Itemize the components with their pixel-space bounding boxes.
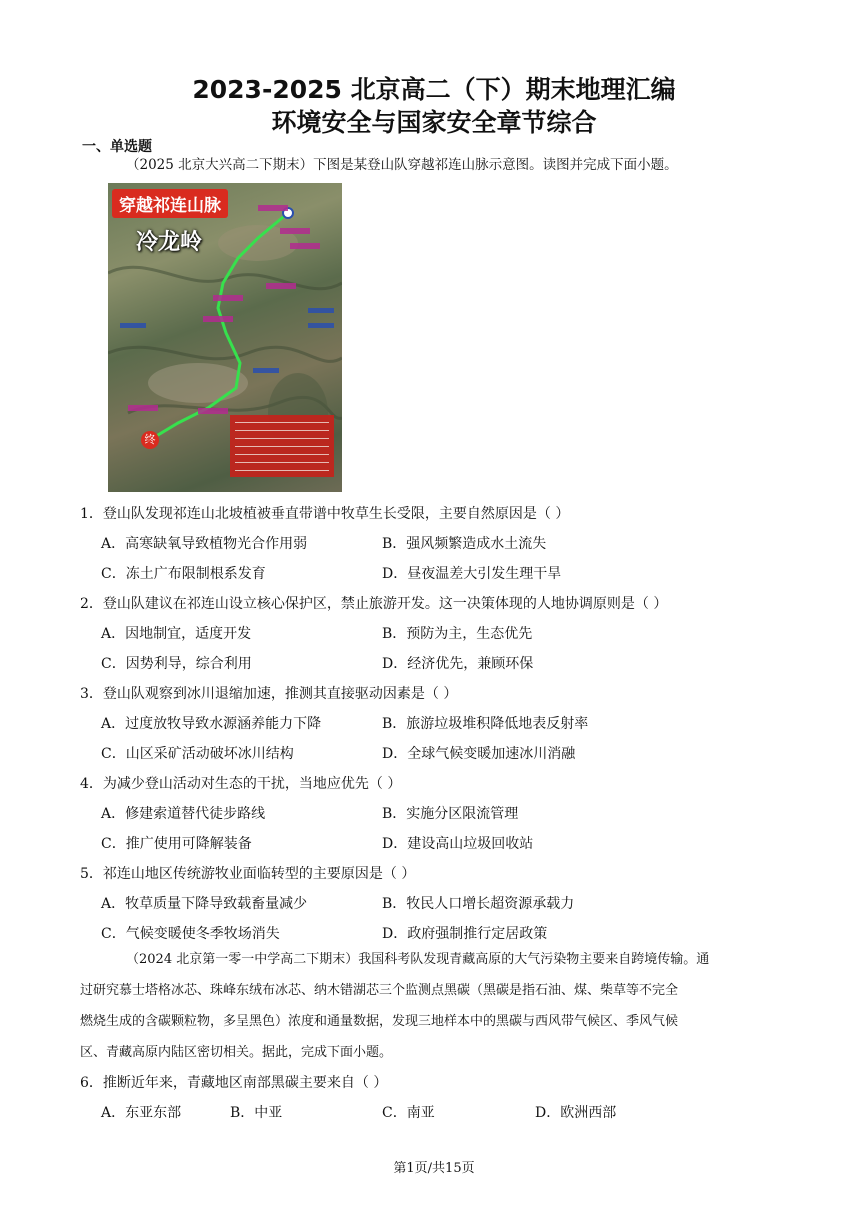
- question-4-option-a[interactable]: A．修建索道替代徒步路线: [101, 806, 266, 822]
- question-3-option-b[interactable]: B．旅游垃圾堆积降低地表反射率: [382, 716, 589, 732]
- section-heading: 一、单选题: [82, 139, 152, 155]
- question-5-option-a[interactable]: A．牧草质量下降导致载畜量减少: [101, 896, 308, 912]
- map-label-marker: [198, 408, 228, 414]
- question-4-option-c[interactable]: C．推广使用可降解装备: [101, 836, 252, 852]
- map-label-marker: [280, 228, 310, 234]
- map-mountain-name: 冷龙岭: [136, 230, 203, 255]
- question-4-stem: 4．为减少登山活动对生态的干扰，当地应优先（ ）: [80, 776, 402, 792]
- map-label-marker: [120, 323, 146, 328]
- question-6-option-c[interactable]: C．南亚: [382, 1105, 435, 1121]
- question-5-option-d[interactable]: D．政府强制推行定居政策: [382, 926, 548, 942]
- question-6-option-d[interactable]: D．欧洲西部: [535, 1105, 617, 1121]
- route-map-image: [108, 183, 342, 492]
- question-1-option-d[interactable]: D．昼夜温差大引发生理干旱: [382, 566, 562, 582]
- question-3-stem: 3．登山队观察到冰川退缩加速，推测其直接驱动因素是（ ）: [80, 686, 458, 702]
- question-4-option-b[interactable]: B．实施分区限流管理: [382, 806, 519, 822]
- document-title-line2: 环境安全与国家安全章节综合: [271, 108, 597, 137]
- group2-intro-line1: （2024 北京第一零一中学高二下期末）我国科考队发现青藏高原的大气污染物主要来自跨境传输。通: [126, 952, 710, 967]
- document-title-line1: 2023-2025 北京高二（下）期末地理汇编: [192, 75, 676, 104]
- question-3-option-a[interactable]: A．过度放牧导致水源涵养能力下降: [101, 716, 322, 732]
- group2-intro-line4: 区、青藏高原内陆区密切相关。据此，完成下面小题。: [80, 1045, 393, 1060]
- group2-intro-line3: 燃烧生成的含碳颗粒物，多呈黑色）浓度和通量数据，发现三地样本中的黑碳与西风带气候区、季风气候: [80, 1014, 679, 1029]
- question-5-stem: 5．祁连山地区传统游牧业面临转型的主要原因是（ ）: [80, 866, 416, 882]
- question-6-option-b[interactable]: B．中亚: [230, 1105, 283, 1121]
- question-4-option-d[interactable]: D．建设高山垃圾回收站: [382, 836, 534, 852]
- question-1-option-a[interactable]: A．高寒缺氧导致植物光合作用弱: [101, 536, 308, 552]
- map-label-marker: [308, 323, 334, 328]
- question-1-option-c[interactable]: C．冻土广布限制根系发育: [101, 566, 266, 582]
- question-5-option-c[interactable]: C．气候变暖使冬季牧场消失: [101, 926, 280, 942]
- map-label-marker: [128, 405, 158, 411]
- question-2-option-d[interactable]: D．经济优先，兼顾环保: [382, 656, 534, 672]
- map-label-marker: [290, 243, 320, 249]
- map-label-marker: [258, 205, 288, 211]
- question-2-option-c[interactable]: C．因势利导，综合利用: [101, 656, 252, 672]
- question-2-stem: 2．登山队建议在祁连山设立核心保护区，禁止旅游开发。这一决策体现的人地协调原则是（ ）: [80, 596, 668, 612]
- map-label-marker: [266, 283, 296, 289]
- question-6-stem: 6．推断近年来，青藏地区南部黑碳主要来自（ ）: [80, 1075, 388, 1091]
- question-1-option-b[interactable]: B．强风频繁造成水土流失: [382, 536, 547, 552]
- question-3-option-d[interactable]: D．全球气候变暖加速冰川消融: [382, 746, 576, 762]
- question-6-option-a[interactable]: A．东亚东部: [101, 1105, 182, 1121]
- map-label-marker: [308, 308, 334, 313]
- map-label-marker: [213, 295, 243, 301]
- group2-intro-line2: 过研究慕士塔格冰芯、珠峰东绒布冰芯、纳木错湖芯三个监测点黑碳（黑碳是指石油、煤、柴草等不完全: [80, 983, 679, 998]
- page-number: 第1页/共15页: [393, 1161, 475, 1176]
- map-end-marker: 终: [141, 431, 159, 449]
- map-label-marker: [203, 316, 233, 322]
- map-label-marker: [253, 368, 279, 373]
- question-2-option-b[interactable]: B．预防为主，生态优先: [382, 626, 533, 642]
- map-banner: 穿越祁连山脉: [112, 189, 228, 218]
- question-3-option-c[interactable]: C．山区采矿活动破坏冰川结构: [101, 746, 294, 762]
- question-5-option-b[interactable]: B．牧民人口增长超资源承载力: [382, 896, 575, 912]
- question-1-stem: 1．登山队发现祁连山北坡植被垂直带谱中牧草生长受限，主要自然原因是（ ）: [80, 506, 570, 522]
- question-2-option-a[interactable]: A．因地制宜，适度开发: [101, 626, 252, 642]
- group1-intro: （2025 北京大兴高二下期末）下图是某登山队穿越祁连山脉示意图。读图并完成下面小题。: [126, 157, 678, 173]
- map-note-box: [230, 415, 334, 477]
